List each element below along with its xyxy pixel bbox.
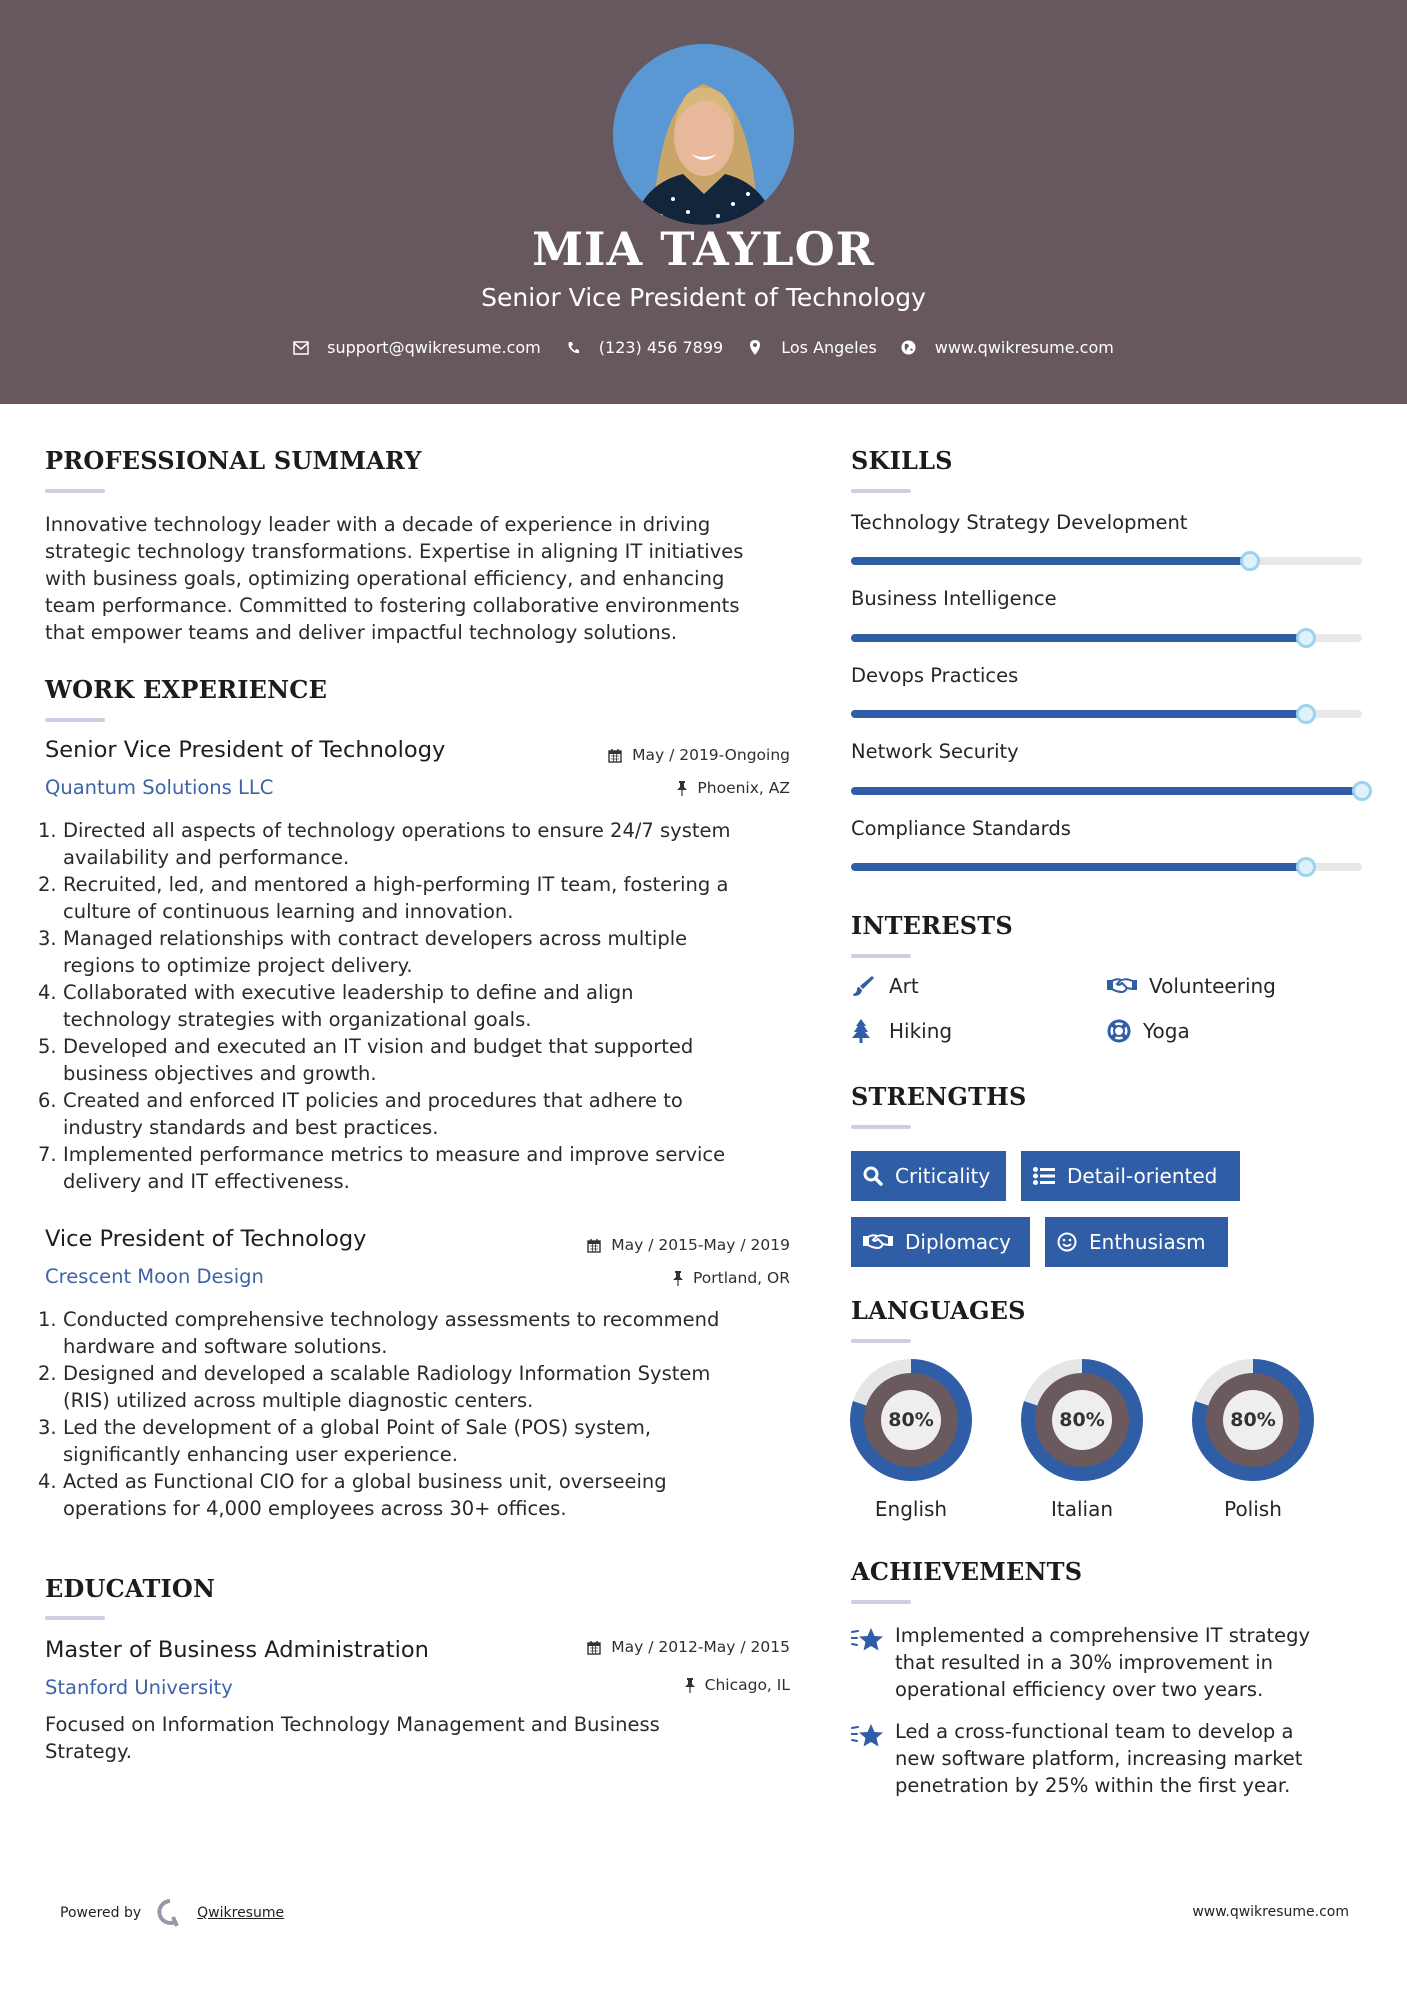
list-item bbox=[38, 1306, 798, 1360]
list-line: business objectives and growth. bbox=[63, 1062, 377, 1085]
skill-bar bbox=[851, 863, 1362, 871]
list-line: industry standards and best practices. bbox=[63, 1116, 439, 1139]
contact-phone-text: (123) 456 7899 bbox=[598, 338, 724, 357]
list-line: availability and performance. bbox=[63, 846, 350, 869]
strength-chip-enthusiasm bbox=[1045, 1217, 1228, 1267]
languages-heading-underline bbox=[851, 1339, 911, 1343]
summary-line: Innovative technology leader with a decade of experience in driving bbox=[45, 513, 711, 536]
list-line: Conducted comprehensive technology assessments to recommend bbox=[63, 1308, 720, 1331]
language-percent: 80% bbox=[1052, 1390, 1112, 1450]
degree-title: Master of Business Administration bbox=[45, 1637, 429, 1663]
job-responsibilities bbox=[38, 817, 798, 1195]
star-icon bbox=[851, 1622, 895, 1703]
list-line: (RIS) utilized across multiple diagnostic centers. bbox=[63, 1389, 534, 1412]
summary-text bbox=[45, 511, 805, 646]
company-name: Crescent Moon Design bbox=[45, 1265, 264, 1288]
calendar-icon bbox=[587, 1238, 601, 1253]
pushpin-icon bbox=[677, 781, 687, 796]
strength-label: Enthusiasm bbox=[1089, 1230, 1206, 1254]
list-line: Led the development of a global Point of Sale (POS) system, bbox=[63, 1416, 652, 1439]
calendar-icon bbox=[608, 748, 622, 763]
skill-label: Devops Practices bbox=[851, 664, 1019, 687]
interests-heading: INTERESTS bbox=[851, 911, 1013, 940]
contact-location bbox=[747, 338, 877, 357]
language-progress-ring bbox=[850, 1359, 972, 1481]
list-item bbox=[38, 1468, 798, 1522]
candidate-name: MIA TAYLOR bbox=[532, 222, 875, 276]
job-location bbox=[673, 1269, 790, 1287]
summary-line: with business goals, optimizing operational efficiency, and enhancing bbox=[45, 567, 725, 590]
powered-by bbox=[60, 1898, 284, 1928]
skill-bar-fill bbox=[851, 787, 1362, 795]
phone-icon bbox=[565, 340, 581, 356]
list-item bbox=[38, 1087, 798, 1141]
pushpin-icon bbox=[673, 1271, 683, 1286]
job-title: Senior Vice President of Technology bbox=[45, 737, 446, 763]
experience-heading: WORK EXPERIENCE bbox=[45, 675, 328, 704]
interest-label: Art bbox=[889, 974, 919, 998]
summary-line: strategic technology transformations. Expertise in aligning IT initiatives bbox=[45, 540, 744, 563]
education-location bbox=[685, 1676, 790, 1694]
smile-icon bbox=[1057, 1232, 1077, 1252]
summary-heading-underline bbox=[45, 489, 105, 493]
job-responsibilities bbox=[38, 1306, 798, 1522]
education-description bbox=[45, 1711, 805, 1765]
strength-chip-detail-oriented bbox=[1021, 1151, 1240, 1201]
achievement-line: new software platform, increasing market bbox=[895, 1747, 1303, 1770]
list-number: 7. bbox=[38, 1143, 57, 1166]
list-line: regions to optimize project delivery. bbox=[63, 954, 413, 977]
interest-label: Hiking bbox=[889, 1019, 953, 1043]
strength-label: Detail-oriented bbox=[1067, 1164, 1218, 1188]
list-line: Recruited, led, and mentored a high-performing IT team, fostering a bbox=[63, 873, 729, 896]
skill-label: Network Security bbox=[851, 740, 1019, 763]
skill-label: Compliance Standards bbox=[851, 817, 1071, 840]
language-progress-ring bbox=[1192, 1359, 1314, 1481]
job-title: Vice President of Technology bbox=[45, 1226, 367, 1252]
interest-volunteering bbox=[1107, 974, 1276, 998]
list-line: operations for 4,000 employees across 30+ offices. bbox=[63, 1497, 567, 1520]
job-dates bbox=[587, 1236, 790, 1254]
list-item bbox=[38, 817, 798, 871]
skill-bar-fill bbox=[851, 710, 1306, 718]
globe-icon bbox=[901, 340, 917, 356]
contact-email-text: support@qwikresume.com bbox=[327, 338, 541, 357]
skill-bar-fill bbox=[851, 863, 1306, 871]
interest-label: Yoga bbox=[1143, 1019, 1190, 1043]
skill-bar bbox=[851, 634, 1362, 642]
qwikresume-link[interactable]: Qwikresume bbox=[197, 1905, 285, 1921]
job-dates-text: May / 2015-May / 2019 bbox=[611, 1236, 790, 1254]
skill-bar-fill bbox=[851, 634, 1306, 642]
profile-photo bbox=[613, 44, 794, 225]
job-location bbox=[677, 779, 790, 797]
star-icon bbox=[851, 1718, 895, 1799]
achievement-text bbox=[895, 1718, 1302, 1799]
achievements-heading-underline bbox=[851, 1600, 911, 1604]
list-item bbox=[38, 871, 798, 925]
job-dates bbox=[608, 746, 790, 764]
paintbrush-icon bbox=[851, 974, 879, 998]
list-number: 1. bbox=[38, 819, 57, 842]
list-item bbox=[38, 1033, 798, 1087]
education-dates-text: May / 2012-May / 2015 bbox=[611, 1638, 790, 1656]
education-dates bbox=[587, 1638, 790, 1656]
skill-bar-fill bbox=[851, 557, 1250, 565]
language-percent: 80% bbox=[881, 1390, 941, 1450]
map-marker-icon bbox=[747, 340, 763, 356]
list-item bbox=[38, 925, 798, 979]
strengths-heading: STRENGTHS bbox=[851, 1082, 1027, 1111]
strengths-heading-underline bbox=[851, 1125, 911, 1129]
experience-heading-underline bbox=[45, 718, 105, 722]
contact-website-text: www.qwikresume.com bbox=[934, 338, 1114, 357]
list-item bbox=[38, 979, 798, 1033]
education-line: Strategy. bbox=[45, 1740, 132, 1763]
list-line: delivery and IT effectiveness. bbox=[63, 1170, 350, 1193]
skills-heading: SKILLS bbox=[851, 446, 953, 475]
job-location-text: Phoenix, AZ bbox=[697, 779, 790, 797]
skill-label: Technology Strategy Development bbox=[851, 511, 1188, 534]
strength-label: Diplomacy bbox=[905, 1230, 1012, 1254]
achievement-item bbox=[851, 1622, 1371, 1703]
contact-email[interactable] bbox=[293, 338, 541, 357]
list-number: 5. bbox=[38, 1035, 57, 1058]
qwikresume-logo-icon bbox=[155, 1898, 185, 1928]
list-item bbox=[38, 1360, 798, 1414]
achievement-line: operational efficiency over two years. bbox=[895, 1678, 1264, 1701]
handshake-icon bbox=[863, 1232, 893, 1252]
contact-phone[interactable] bbox=[565, 338, 723, 357]
achievement-line: that resulted in a 30% improvement in bbox=[895, 1651, 1274, 1674]
list-number: 6. bbox=[38, 1089, 57, 1112]
language-polish bbox=[1192, 1359, 1314, 1521]
list-item bbox=[38, 1141, 798, 1195]
contact-website[interactable] bbox=[901, 338, 1114, 357]
contact-location-text: Los Angeles bbox=[781, 338, 877, 357]
list-line: Acted as Functional CIO for a global business unit, overseeing bbox=[63, 1470, 667, 1493]
skill-bar-knob bbox=[1296, 704, 1316, 724]
list-line: technology strategies with organizational goals. bbox=[63, 1008, 532, 1031]
interest-yoga bbox=[1107, 1019, 1190, 1043]
language-label: Italian bbox=[1050, 1497, 1114, 1521]
list-line: hardware and software solutions. bbox=[63, 1335, 388, 1358]
envelope-icon bbox=[293, 340, 309, 356]
interest-art bbox=[851, 974, 919, 998]
summary-line: team performance. Committed to fostering collaborative environments bbox=[45, 594, 740, 617]
interest-label: Volunteering bbox=[1149, 974, 1276, 998]
life-ring-icon bbox=[1107, 1019, 1133, 1043]
strength-label: Criticality bbox=[895, 1164, 991, 1188]
skill-bar-knob bbox=[1352, 781, 1372, 801]
handshake-icon bbox=[1107, 976, 1139, 996]
list-number: 3. bbox=[38, 1416, 57, 1439]
skills-heading-underline bbox=[851, 489, 911, 493]
list-item bbox=[38, 1414, 798, 1468]
summary-line: that empower teams and deliver impactful technology solutions. bbox=[45, 621, 678, 644]
list-line: Designed and developed a scalable Radiology Information System bbox=[63, 1362, 711, 1385]
company-name: Quantum Solutions LLC bbox=[45, 776, 274, 799]
interest-hiking bbox=[851, 1019, 952, 1043]
list-number: 2. bbox=[38, 1362, 57, 1385]
skill-bar bbox=[851, 710, 1362, 718]
list-icon bbox=[1033, 1167, 1055, 1185]
language-english bbox=[850, 1359, 972, 1521]
job-dates-text: May / 2019-Ongoing bbox=[632, 746, 790, 764]
education-heading-underline bbox=[45, 1616, 105, 1620]
education-line: Focused on Information Technology Management and Business bbox=[45, 1713, 660, 1736]
achievement-line: Implemented a comprehensive IT strategy bbox=[895, 1624, 1311, 1647]
skill-bar-knob bbox=[1296, 628, 1316, 648]
list-line: Developed and executed an IT vision and budget that supported bbox=[63, 1035, 694, 1058]
achievement-line: Led a cross-functional team to develop a bbox=[895, 1720, 1294, 1743]
interests-heading-underline bbox=[851, 954, 911, 958]
school-name: Stanford University bbox=[45, 1676, 233, 1699]
list-line: significantly enhancing user experience. bbox=[63, 1443, 458, 1466]
list-line: Created and enforced IT policies and procedures that adhere to bbox=[63, 1089, 683, 1112]
powered-by-label: Powered by bbox=[60, 1905, 142, 1921]
education-heading: EDUCATION bbox=[45, 1574, 216, 1603]
list-number: 4. bbox=[38, 981, 57, 1004]
list-line: Managed relationships with contract developers across multiple bbox=[63, 927, 688, 950]
language-percent: 80% bbox=[1223, 1390, 1283, 1450]
resume-header bbox=[0, 0, 1407, 404]
footer-website-link[interactable]: www.qwikresume.com bbox=[1192, 1904, 1349, 1920]
education-location-text: Chicago, IL bbox=[704, 1676, 790, 1694]
list-number: 1. bbox=[38, 1308, 57, 1331]
skill-bar bbox=[851, 787, 1362, 795]
skill-label: Business Intelligence bbox=[851, 587, 1057, 610]
skill-bar bbox=[851, 557, 1362, 565]
language-label: English bbox=[874, 1497, 948, 1521]
achievement-text bbox=[895, 1622, 1310, 1703]
achievement-item bbox=[851, 1718, 1371, 1799]
skill-bar-knob bbox=[1296, 857, 1316, 877]
strength-chip-diplomacy bbox=[851, 1217, 1030, 1267]
language-italian bbox=[1021, 1359, 1143, 1521]
list-number: 4. bbox=[38, 1470, 57, 1493]
strength-chip-criticality bbox=[851, 1151, 1006, 1201]
list-number: 2. bbox=[38, 873, 57, 896]
calendar-icon bbox=[587, 1640, 601, 1655]
tree-icon bbox=[851, 1019, 879, 1043]
summary-heading: PROFESSIONAL SUMMARY bbox=[45, 446, 422, 475]
languages-heading: LANGUAGES bbox=[851, 1296, 1026, 1325]
skill-bar-knob bbox=[1240, 551, 1260, 571]
job-location-text: Portland, OR bbox=[692, 1269, 790, 1287]
search-icon bbox=[863, 1166, 883, 1186]
achievement-line: penetration by 25% within the first year. bbox=[895, 1774, 1291, 1797]
list-line: culture of continuous learning and innovation. bbox=[63, 900, 514, 923]
language-progress-ring bbox=[1021, 1359, 1143, 1481]
list-number: 3. bbox=[38, 927, 57, 950]
pushpin-icon bbox=[685, 1678, 695, 1693]
list-line: Implemented performance metrics to measure and improve service bbox=[63, 1143, 726, 1166]
language-label: Polish bbox=[1224, 1497, 1282, 1521]
achievements-heading: ACHIEVEMENTS bbox=[851, 1557, 1083, 1586]
list-line: Directed all aspects of technology operations to ensure 24/7 system bbox=[63, 819, 731, 842]
list-line: Collaborated with executive leadership to define and align bbox=[63, 981, 634, 1004]
contact-row bbox=[0, 338, 1407, 357]
candidate-title: Senior Vice President of Technology bbox=[481, 283, 926, 312]
